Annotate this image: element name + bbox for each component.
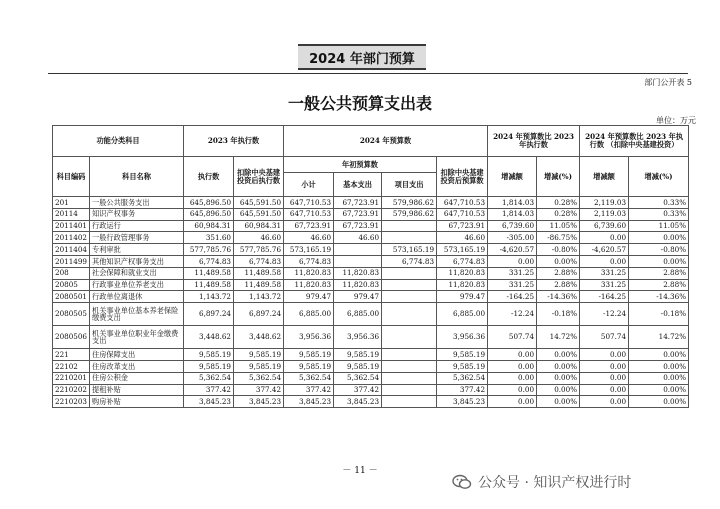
cell-code: 2080506 <box>53 326 90 349</box>
cell-pct: 14.72% <box>537 326 580 349</box>
header-change-amount-excluding: 增减额 <box>580 157 629 197</box>
cell-name: 专利审批 <box>90 244 184 256</box>
cell-name: 一般公共服务支出 <box>90 197 184 209</box>
cell-exec-ex: 6,897.24 <box>234 303 284 326</box>
cell-subtotal: 11,820.83 <box>284 267 334 279</box>
table-row <box>53 279 689 291</box>
header-compare-excluding: 2024 年预算数比 2023 年执行数 （扣除中央基建投资） <box>580 126 689 157</box>
watermark <box>452 472 631 492</box>
header-compare: 2024 年预算数比 2023 年执行数 <box>488 126 580 157</box>
cell-code: 2080501 <box>53 291 90 303</box>
cell-inc2: 0.00 <box>580 232 629 244</box>
cell-inc: 0.00 <box>488 360 537 372</box>
cell-inc2: 0.00 <box>580 396 629 408</box>
cell-project <box>382 396 437 408</box>
cell-name: 住房改革支出 <box>90 360 184 372</box>
header-execution-excluding: 扣除中央基建投资后执行数 <box>234 157 284 197</box>
cell-ex-budget: 9,585.19 <box>437 349 488 361</box>
cell-pct: -0.80% <box>537 244 580 256</box>
header-execution: 执行数 <box>184 157 234 197</box>
cell-pct2: 0.00% <box>629 372 689 384</box>
cell-exec-ex: 11,489.58 <box>234 267 284 279</box>
cell-inc2: 507.74 <box>580 326 629 349</box>
cell-project <box>382 360 437 372</box>
cell-ex-budget: 3,956.36 <box>437 326 488 349</box>
cell-pct2: -14.36% <box>629 291 689 303</box>
cell-exec-ex: 645,591.50 <box>234 197 284 209</box>
cell-pct2: 0.33% <box>629 197 689 209</box>
cell-ex-budget: 11,820.83 <box>437 267 488 279</box>
cell-basic: 6,885.00 <box>334 303 382 326</box>
cell-basic: 11,820.83 <box>334 279 382 291</box>
cell-basic: 377.42 <box>334 384 382 396</box>
table-row <box>53 197 689 209</box>
table-row <box>53 208 689 220</box>
cell-exec-ex: 577,785.76 <box>234 244 284 256</box>
cell-code: 2210202 <box>53 384 90 396</box>
cell-name: 行政单位离退休 <box>90 291 184 303</box>
cell-exec-ex: 645,591.50 <box>234 208 284 220</box>
header-change-percent-excluding: 增减(%) <box>629 157 689 197</box>
cell-inc: -4,620.57 <box>488 244 537 256</box>
cell-basic: 9,585.19 <box>334 349 382 361</box>
cell-name: 知识产权事务 <box>90 208 184 220</box>
cell-exec: 5,362.54 <box>184 372 234 384</box>
cell-pct2: 0.00% <box>629 384 689 396</box>
cell-name: 行政运行 <box>90 220 184 232</box>
cell-inc: 1,814.03 <box>488 197 537 209</box>
cell-ex-budget: 9,585.19 <box>437 360 488 372</box>
cell-exec: 9,585.19 <box>184 349 234 361</box>
cell-project <box>382 220 437 232</box>
cell-inc2: 0.00 <box>580 255 629 267</box>
cell-ex-budget: 573,165.19 <box>437 244 488 256</box>
cell-ex-budget: 647,710.53 <box>437 208 488 220</box>
cell-name: 住房保障支出 <box>90 349 184 361</box>
cell-exec-ex: 377.42 <box>234 384 284 396</box>
cell-project: 573,165.19 <box>382 244 437 256</box>
cell-pct: 0.28% <box>537 197 580 209</box>
header-initial-budget: 年初预算数 <box>284 157 437 173</box>
cell-subtotal: 3,845.23 <box>284 396 334 408</box>
cell-name: 一般行政管理事务 <box>90 232 184 244</box>
table-row <box>53 326 689 349</box>
cell-inc: 331.25 <box>488 267 537 279</box>
cell-basic: 3,845.23 <box>334 396 382 408</box>
cell-code: 221 <box>53 349 90 361</box>
cell-pct: 0.00% <box>537 384 580 396</box>
cell-subtotal: 979.47 <box>284 291 334 303</box>
cell-project: 579,986.62 <box>382 197 437 209</box>
cell-name: 购房补贴 <box>90 396 184 408</box>
cell-pct2: 0.00% <box>629 232 689 244</box>
cell-basic <box>334 255 382 267</box>
cell-exec-ex: 9,585.19 <box>234 360 284 372</box>
cell-subtotal: 9,585.19 <box>284 349 334 361</box>
cell-inc2: 2,119.03 <box>580 208 629 220</box>
cell-name: 社会保障和就业支出 <box>90 267 184 279</box>
header-basic-expenditure: 基本支出 <box>334 173 382 197</box>
cell-exec: 11,489.58 <box>184 279 234 291</box>
cell-exec: 3,448.62 <box>184 326 234 349</box>
header-subject-name: 科目名称 <box>90 157 184 197</box>
table-row <box>53 220 689 232</box>
table-row <box>53 372 689 384</box>
header-change-amount: 增减额 <box>488 157 537 197</box>
cell-project: 579,986.62 <box>382 208 437 220</box>
header-functional-classification: 功能分类科目 <box>53 126 184 157</box>
cell-inc: 0.00 <box>488 372 537 384</box>
table-row <box>53 384 689 396</box>
cell-inc2: 0.00 <box>580 384 629 396</box>
cell-project <box>382 303 437 326</box>
cell-exec-ex: 6,774.83 <box>234 255 284 267</box>
cell-inc: 1,814.03 <box>488 208 537 220</box>
cell-exec: 377.42 <box>184 384 234 396</box>
cell-basic: 11,820.83 <box>334 267 382 279</box>
watermark-text: 公众号 · 知识产权进行时 <box>478 475 632 491</box>
cell-code: 20805 <box>53 279 90 291</box>
cell-ex-budget: 979.47 <box>437 291 488 303</box>
banner-text: 2024 年部门预算 <box>309 51 415 67</box>
cell-name: 住房公积金 <box>90 372 184 384</box>
cell-ex-budget: 67,723.91 <box>437 220 488 232</box>
cell-pct2: 0.00% <box>629 255 689 267</box>
cell-basic: 979.47 <box>334 291 382 303</box>
budget-table <box>52 125 689 408</box>
cell-exec: 3,845.23 <box>184 396 234 408</box>
cell-project <box>382 291 437 303</box>
cell-subtotal: 9,585.19 <box>284 360 334 372</box>
cell-code: 2011404 <box>53 244 90 256</box>
table-row <box>53 396 689 408</box>
cell-project <box>382 267 437 279</box>
cell-subtotal: 647,710.53 <box>284 208 334 220</box>
cell-basic <box>334 244 382 256</box>
cell-pct2: 11.05% <box>629 220 689 232</box>
cell-inc2: -164.25 <box>580 291 629 303</box>
cell-exec: 645,896.50 <box>184 197 234 209</box>
wechat-icon <box>452 474 472 490</box>
cell-pct2: -0.18% <box>629 303 689 326</box>
cell-ex-budget: 6,885.00 <box>437 303 488 326</box>
cell-ex-budget: 5,362.54 <box>437 372 488 384</box>
cell-code: 2080505 <box>53 303 90 326</box>
cell-basic: 67,723.91 <box>334 220 382 232</box>
cell-project: 6,774.83 <box>382 255 437 267</box>
cell-exec: 60,984.31 <box>184 220 234 232</box>
cell-basic: 9,585.19 <box>334 360 382 372</box>
cell-exec-ex: 3,845.23 <box>234 396 284 408</box>
cell-code: 2011402 <box>53 232 90 244</box>
cell-exec: 11,489.58 <box>184 267 234 279</box>
cell-subtotal: 67,723.91 <box>284 220 334 232</box>
table-row <box>53 360 689 372</box>
cell-inc2: 0.00 <box>580 349 629 361</box>
table-row <box>53 255 689 267</box>
page-number: － 11 － <box>342 466 378 476</box>
cell-subtotal: 11,820.83 <box>284 279 334 291</box>
cell-pct: 11.05% <box>537 220 580 232</box>
cell-name: 提租补贴 <box>90 384 184 396</box>
cell-code: 201 <box>53 197 90 209</box>
cell-exec-ex: 5,362.54 <box>234 372 284 384</box>
cell-code: 2210203 <box>53 396 90 408</box>
cell-pct2: 0.00% <box>629 360 689 372</box>
cell-inc: 6,739.60 <box>488 220 537 232</box>
cell-basic: 67,723.91 <box>334 208 382 220</box>
cell-project <box>382 232 437 244</box>
cell-project <box>382 326 437 349</box>
cell-ex-budget: 3,845.23 <box>437 396 488 408</box>
cell-project <box>382 384 437 396</box>
cell-pct: 0.28% <box>537 208 580 220</box>
cell-subtotal: 6,885.00 <box>284 303 334 326</box>
cell-basic: 3,956.36 <box>334 326 382 349</box>
cell-exec: 577,785.76 <box>184 244 234 256</box>
table-row <box>53 303 689 326</box>
cell-name: 其他知识产权事务支出 <box>90 255 184 267</box>
cell-exec-ex: 1,143.72 <box>234 291 284 303</box>
cell-ex-budget: 11,820.83 <box>437 279 488 291</box>
cell-exec-ex: 11,489.58 <box>234 279 284 291</box>
cell-project <box>382 279 437 291</box>
cell-pct: 0.00% <box>537 396 580 408</box>
unit-label: 单位：万元 <box>656 116 696 125</box>
cell-inc: -164.25 <box>488 291 537 303</box>
cell-exec: 645,896.50 <box>184 208 234 220</box>
cell-subtotal: 5,362.54 <box>284 372 334 384</box>
cell-project <box>382 372 437 384</box>
department-budget-banner <box>298 44 426 70</box>
header-budget-excluding: 扣除中央基建投资后预算数 <box>437 157 488 197</box>
header-subject-code: 科目编码 <box>53 157 90 197</box>
cell-pct: 2.88% <box>537 279 580 291</box>
cell-name: 机关事业单位基本养老保险缴费支出 <box>90 303 184 326</box>
cell-inc: 0.00 <box>488 384 537 396</box>
cell-pct2: -0.80% <box>629 244 689 256</box>
cell-pct: -86.75% <box>537 232 580 244</box>
table-row <box>53 349 689 361</box>
table-row <box>53 291 689 303</box>
cell-pct2: 2.88% <box>629 279 689 291</box>
cell-inc2: -4,620.57 <box>580 244 629 256</box>
cell-code: 2210201 <box>53 372 90 384</box>
cell-subtotal: 647,710.53 <box>284 197 334 209</box>
cell-pct: -0.18% <box>537 303 580 326</box>
cell-basic: 67,723.91 <box>334 197 382 209</box>
cell-inc2: 0.00 <box>580 360 629 372</box>
header-project-expenditure: 项目支出 <box>382 173 437 197</box>
cell-inc2: 2,119.03 <box>580 197 629 209</box>
cell-pct: 2.88% <box>537 267 580 279</box>
cell-pct2: 0.00% <box>629 349 689 361</box>
cell-inc2: 0.00 <box>580 372 629 384</box>
cell-exec-ex: 9,585.19 <box>234 349 284 361</box>
cell-pct2: 14.72% <box>629 326 689 349</box>
cell-code: 208 <box>53 267 90 279</box>
cell-project <box>382 349 437 361</box>
cell-pct: 0.00% <box>537 372 580 384</box>
cell-inc2: 331.25 <box>580 279 629 291</box>
cell-pct: 0.00% <box>537 255 580 267</box>
cell-inc2: 6,739.60 <box>580 220 629 232</box>
cell-exec: 9,585.19 <box>184 360 234 372</box>
cell-ex-budget: 647,710.53 <box>437 197 488 209</box>
cell-inc: 331.25 <box>488 279 537 291</box>
header-change-percent: 增减(%) <box>537 157 580 197</box>
cell-inc: -12.24 <box>488 303 537 326</box>
cell-name: 机关事业单位职业年金缴费支出 <box>90 326 184 349</box>
cell-subtotal: 377.42 <box>284 384 334 396</box>
cell-code: 2011499 <box>53 255 90 267</box>
cell-subtotal: 3,956.36 <box>284 326 334 349</box>
cell-code: 20114 <box>53 208 90 220</box>
table-row <box>53 232 689 244</box>
cell-exec-ex: 46.60 <box>234 232 284 244</box>
cell-exec-ex: 60,984.31 <box>234 220 284 232</box>
cell-subtotal: 6,774.83 <box>284 255 334 267</box>
cell-ex-budget: 377.42 <box>437 384 488 396</box>
cell-inc: 0.00 <box>488 255 537 267</box>
header-2023-execution: 2023 年执行数 <box>184 126 284 157</box>
cell-exec: 1,143.72 <box>184 291 234 303</box>
cell-inc: 0.00 <box>488 349 537 361</box>
cell-pct: 0.00% <box>537 349 580 361</box>
cell-exec: 6,774.83 <box>184 255 234 267</box>
form-number: 部门公开表 5 <box>644 78 692 87</box>
header-2024-budget: 2024 年预算数 <box>284 126 488 157</box>
cell-inc2: -12.24 <box>580 303 629 326</box>
cell-exec: 6,897.24 <box>184 303 234 326</box>
cell-ex-budget: 6,774.83 <box>437 255 488 267</box>
header-rule <box>48 73 688 74</box>
cell-subtotal: 46.60 <box>284 232 334 244</box>
cell-inc: 507.74 <box>488 326 537 349</box>
table-row <box>53 244 689 256</box>
page-title: 一般公共预算支出表 <box>287 94 432 113</box>
cell-pct2: 0.00% <box>629 396 689 408</box>
cell-basic: 5,362.54 <box>334 372 382 384</box>
cell-exec-ex: 3,448.62 <box>234 326 284 349</box>
cell-pct2: 2.88% <box>629 267 689 279</box>
cell-ex-budget: 46.60 <box>437 232 488 244</box>
cell-code: 2011401 <box>53 220 90 232</box>
cell-pct: -14.36% <box>537 291 580 303</box>
cell-code: 22102 <box>53 360 90 372</box>
table-row <box>53 267 689 279</box>
header-subtotal: 小计 <box>284 173 334 197</box>
cell-pct2: 0.33% <box>629 208 689 220</box>
cell-inc2: 331.25 <box>580 267 629 279</box>
cell-exec: 351.60 <box>184 232 234 244</box>
cell-basic: 46.60 <box>334 232 382 244</box>
cell-inc: -305.00 <box>488 232 537 244</box>
cell-inc: 0.00 <box>488 396 537 408</box>
cell-name: 行政事业单位养老支出 <box>90 279 184 291</box>
cell-pct: 0.00% <box>537 360 580 372</box>
cell-subtotal: 573,165.19 <box>284 244 334 256</box>
